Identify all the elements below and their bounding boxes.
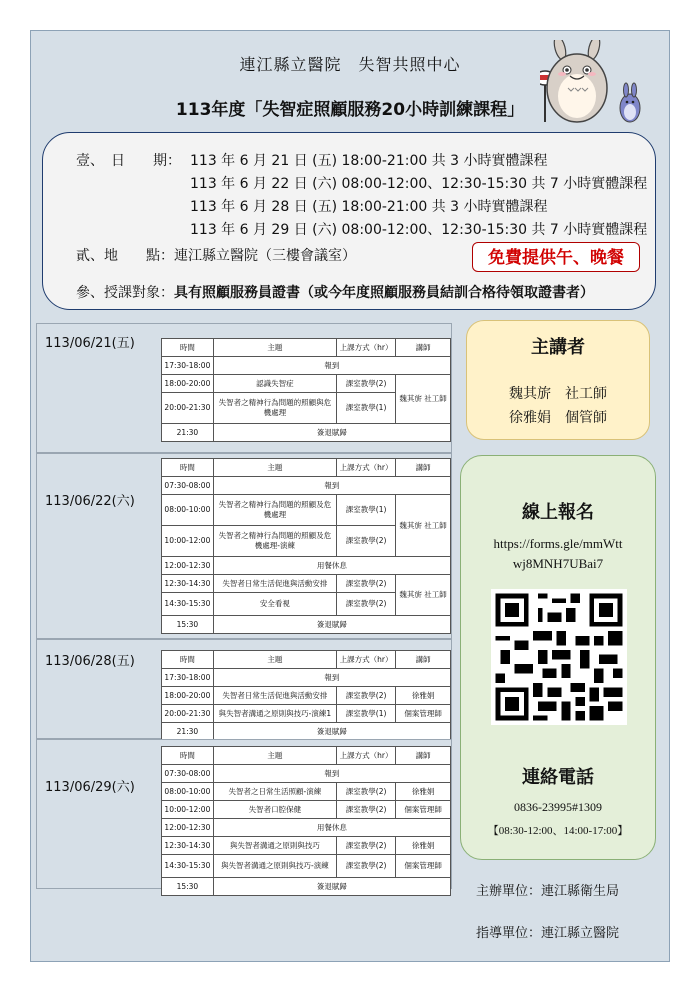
header-time: 時間 [162,651,214,669]
cell-topic: 報到 [213,477,450,495]
date-line-1: 113 年 6 月 21 日 (五) 18:00-21:00 共 3 小時實體課程 [190,153,548,169]
cell-time: 12:00-12:30 [162,819,214,837]
registration-panel [460,455,656,860]
day-label: 113/06/29(六) [45,780,135,795]
free-meal-badge: 免費提供午、晚餐 [472,242,640,272]
schedule-table-0628 [161,650,451,741]
cell-method: 課室教學(2) [336,375,395,393]
header-topic: 主題 [213,459,336,477]
cell-topic: 失智者日常生活促進與活動安排 [213,687,336,705]
cell-time: 17:30-18:00 [162,357,214,375]
cell-topic: 失智者之精神行為問題的照顧及危機處理-演練 [213,526,336,557]
cell-time: 14:30-15:30 [162,593,214,616]
table-row [162,801,451,819]
cell-topic: 失智者日常生活促進與活動安排 [213,575,336,593]
table-row [162,575,451,593]
day-label: 113/06/28(五) [45,654,135,669]
table-row [162,557,451,575]
cell-time: 10:00-12:00 [162,526,214,557]
cell-method: 課室教學(1) [336,705,395,723]
speaker-panel [466,320,650,440]
table-row [162,765,451,783]
cell-topic: 用餐休息 [213,557,450,575]
cell-topic: 與失智者溝通之原則與技巧 [213,837,336,855]
cell-topic: 報到 [213,357,450,375]
cell-time: 08:00-10:00 [162,783,214,801]
cell-time: 17:30-18:00 [162,669,214,687]
day-block-0622 [36,453,452,639]
cell-topic: 報到 [213,669,450,687]
cell-lecturer: 徐雅娟 [396,687,451,705]
cell-topic: 與失智者溝通之原則與技巧-演練1 [213,705,336,723]
contact-hours: 【08:30-12:00、14:00-17:00】 [487,825,629,837]
qr-code-icon[interactable] [491,589,627,725]
cell-topic: 失智者口腔保健 [213,801,336,819]
target-label: 參、授課對象： [76,285,174,301]
contact-phone: 0836-23995#1309 [514,800,602,814]
table-row [162,783,451,801]
table-header-row [162,339,451,357]
contact-title: 連絡電話 [522,767,594,788]
cell-topic: 失智者之精神行為問題的照顧與危機處理 [213,393,336,424]
cell-topic: 失智者之日常生活照顧-演練 [213,783,336,801]
totoro-mascot-icon [540,40,660,126]
cell-lecturer: 魏其旂 社工師 [396,375,451,424]
organizer-heading: 連江縣立醫院 失智共照中心 [239,55,461,74]
header-time: 時間 [162,339,214,357]
cell-time: 20:00-21:30 [162,705,214,723]
header-topic: 主題 [213,747,336,765]
table-row [162,819,451,837]
date-line-2: 113 年 6 月 22 日 (六) 08:00-12:00、12:30-15:30 共 7 小時實體課程 [190,176,648,192]
cell-lecturer: 徐雅娟 [396,783,451,801]
header-method: 上課方式（hr） [336,459,395,477]
table-row [162,424,451,442]
registration-url-line: https://forms.gle/mmWtt [493,536,623,551]
cell-method: 課室教學(2) [336,687,395,705]
speaker-name: 魏其旂 社工師 [509,386,607,402]
table-row [162,375,451,393]
cell-method: 課室教學(2) [336,593,395,616]
day-label: 113/06/21(五) [45,336,135,351]
cell-method: 課室教學(2) [336,575,395,593]
course-title: 113年度「失智症照顧服務20小時訓練課程」 [175,100,525,120]
header-topic: 主題 [213,339,336,357]
registration-url[interactable] [461,536,655,572]
schedule-table-0621 [161,338,451,442]
cell-topic: 認識失智症 [213,375,336,393]
cell-time: 21:30 [162,723,214,741]
cell-method: 課室教學(2) [336,783,395,801]
header-method: 上課方式（hr） [336,651,395,669]
cell-method: 課室教學(2) [336,837,395,855]
day-block-0629 [36,739,452,889]
header-time: 時間 [162,459,214,477]
schedule-table-0629 [161,746,451,896]
supervisor-footer: 指導單位：連江縣立醫院 [476,926,620,941]
cell-time: 07:30-08:00 [162,477,214,495]
cell-method: 課室教學(2) [336,855,395,878]
table-row [162,495,451,526]
header-method: 上課方式（hr） [336,339,395,357]
table-row [162,616,451,634]
table-header-row [162,651,451,669]
header-time: 時間 [162,747,214,765]
table-header-row [162,459,451,477]
cell-time: 14:30-15:30 [162,855,214,878]
cell-topic: 用餐休息 [213,819,450,837]
table-row [162,357,451,375]
day-label: 113/06/22(六) [45,494,135,509]
table-row [162,705,451,723]
table-row [162,878,451,896]
cell-lecturer: 個案管理師 [396,705,451,723]
cell-time: 20:00-21:30 [162,393,214,424]
location-label: 貳、地 點： [76,248,174,264]
cell-time: 12:30-14:30 [162,575,214,593]
header-topic: 主題 [213,651,336,669]
speaker-name: 徐雅娟 個管師 [509,410,607,426]
table-header-row [162,747,451,765]
cell-time: 12:00-12:30 [162,557,214,575]
cell-topic: 簽退賦歸 [213,424,450,442]
header-lecturer: 講師 [396,747,451,765]
cell-time: 12:30-14:30 [162,837,214,855]
cell-lecturer: 魏其旂 社工師 [396,495,451,557]
cell-method: 課室教學(2) [336,526,395,557]
date-line-4: 113 年 6 月 29 日 (六) 08:00-12:00、12:30-15:30 共 7 小時實體課程 [190,222,648,238]
table-row [162,855,451,878]
location-value: 連江縣立醫院（三樓會議室） [174,248,356,264]
header-lecturer: 講師 [396,339,451,357]
cell-lecturer: 個案管理師 [396,801,451,819]
cell-method: 課室教學(2) [336,801,395,819]
table-row [162,687,451,705]
cell-lecturer: 徐雅娟 [396,837,451,855]
cell-time: 15:30 [162,616,214,634]
table-row [162,723,451,741]
cell-time: 18:00-20:00 [162,687,214,705]
day-block-0621 [36,323,452,453]
header-method: 上課方式（hr） [336,747,395,765]
cell-time: 08:00-10:00 [162,495,214,526]
cell-time: 18:00-20:00 [162,375,214,393]
cell-method: 課室教學(1) [336,393,395,424]
registration-title: 線上報名 [522,502,594,523]
cell-lecturer: 魏其旂 社工師 [396,575,451,616]
cell-time: 15:30 [162,878,214,896]
cell-time: 21:30 [162,424,214,442]
cell-topic: 簽退賦歸 [213,616,450,634]
organizer-footer: 主辦單位：連江縣衛生局 [476,884,620,899]
cell-time: 07:30-08:00 [162,765,214,783]
header-lecturer: 講師 [396,459,451,477]
table-row [162,669,451,687]
cell-topic: 簽退賦歸 [213,878,450,896]
cell-method: 課室教學(1) [336,495,395,526]
schedule-table-0622 [161,458,451,634]
cell-topic: 失智者之精神行為問題的照顧及危機處理 [213,495,336,526]
header-lecturer: 講師 [396,651,451,669]
date-label: 壹、 日 期： [76,153,181,169]
cell-lecturer: 個案管理師 [396,855,451,878]
table-row [162,837,451,855]
speaker-title: 主講者 [531,337,585,358]
cell-topic: 安全看視 [213,593,336,616]
table-row [162,477,451,495]
cell-topic: 簽退賦歸 [213,723,450,741]
date-line-3: 113 年 6 月 28 日 (五) 18:00-21:00 共 3 小時實體課程 [190,199,548,215]
target-value: 具有照顧服務員證書（或今年度照顧服務員結訓合格待領取證書者） [174,285,594,301]
registration-url-line: wj8MNH7UBai7 [512,556,604,571]
cell-topic: 與失智者溝通之原則與技巧-演練 [213,855,336,878]
cell-topic: 報到 [213,765,450,783]
day-block-0628 [36,639,452,739]
cell-time: 10:00-12:00 [162,801,214,819]
